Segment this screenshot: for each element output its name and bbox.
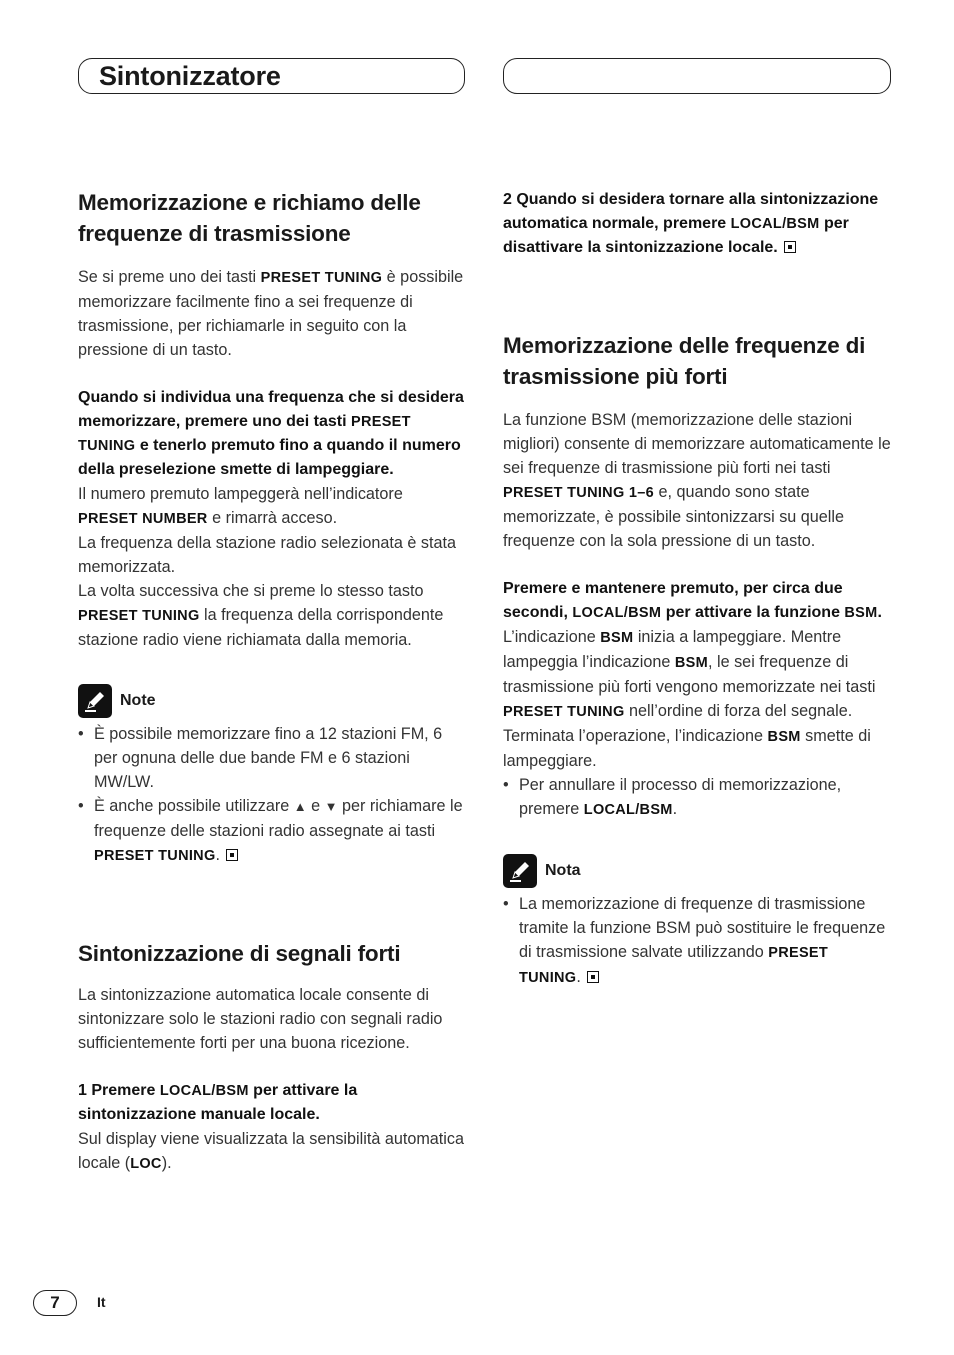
section-heading-memorizzazione: Memorizzazione e richiamo delle frequenze di trasmissione [78,190,421,246]
keyword-local-bsm: LOCAL/BSM [159,1083,249,1099]
instruction-step-2: 2 Quando si desidera tornare alla sintonizzazione automatica normale, premere LOCAL/BSM per disattivare la sintonizzazione locale. [503,191,879,256]
section-intro: La funzione BSM (memorizzazione delle stazioni migliori) consente di memorizzare automaticamente le sei frequenze di trasmissione più forti nei tasti PRESET TUNING 1–6 e, quando sono state memorizzate, è possibile sintonizzarsi su quelle frequenze con la sola pressione di un tasto. [503,411,891,550]
left-column [78,187,466,1176]
section-intro: Se si preme uno dei tasti PRESET TUNING è possibile memorizzare facilmente fino a sei frequenze di trasmissione, per richiamarle in seguito con la pressione di un tasto. [78,268,464,359]
note-item: • È anche possibile utilizzare ▲ e ▼ per richiamare le frequenze delle stazioni radio assegnate ai tasti PRESET TUNING. [78,794,466,868]
keyword-preset-tuning: PRESET TUNING [503,704,625,720]
keyword-preset-tuning: PRESET TUNING [78,608,200,624]
section-intro: La sintonizzazione automatica locale consente di sintonizzare solo le stazioni radio con segnali radio sufficientemente forti per una buona ricezione. [78,986,443,1052]
language-code: It [97,1294,106,1310]
down-arrow-icon: ▼ [324,799,338,814]
note-item: • La memorizzazione di frequenze di trasmissione tramite la funzione BSM può sostituire le frequenze di trasmissione salvate utilizzando PRESET TUNING. [503,892,891,990]
note-header [503,854,891,888]
paragraph-preset-number: Il numero premuto lampeggerà nell’indicatore PRESET NUMBER e rimarrà acceso. [78,485,403,527]
keyword-preset-tuning: PRESET TUNING [78,414,411,454]
header-empty-box [503,58,891,94]
note-header [78,684,466,718]
keyword-bsm: BSM [674,655,708,671]
keyword-bsm: BSM [844,605,878,621]
paragraph-memorized: La frequenza della stazione radio selezionata è stata memorizzata. [78,534,456,576]
list-item: • Per annullare il processo di memorizzazione, premere LOCAL/BSM. [503,773,891,822]
page-title: Sintonizzatore [99,61,281,91]
note-list [78,722,466,868]
end-of-section-icon [587,971,599,983]
pencil-icon [503,854,537,888]
instruction-step-1: 1 Premere LOCAL/BSM per attivare la sintonizzazione manuale locale. [78,1082,358,1123]
header-title-box [78,58,465,94]
keyword-local-bsm: LOCAL/BSM [572,605,662,621]
keyword-preset-number: PRESET NUMBER [78,511,208,527]
keyword-preset-tuning: PRESET TUNING [260,270,383,286]
instruction-step: Quando si individua una frequenza che si desidera memorizzare, premere uno dei tasti PRESET TUNING e tenerlo premuto fino a quando il numero della preselezione smette di lampeggiare. [78,389,464,478]
keyword-local-bsm: LOCAL/BSM [730,216,820,232]
pencil-icon [78,684,112,718]
keyword-bsm: BSM [600,630,634,646]
right-column [503,188,891,990]
note-list [503,892,891,990]
note-label: Note [120,692,156,709]
keyword-preset-tuning: PRESET TUNING [94,848,216,864]
instruction-step: Premere e mantenere premuto, per circa due secondi, LOCAL/BSM per attivare la funzione BSM. [503,580,882,621]
paragraph-bsm-indicator: L’indicazione BSM inizia a lampeggiare. Mentre lampeggia l’indicazione BSM, le sei frequenze di trasmissione più forti vengono memorizzate nei tasti PRESET TUNING nell’ordine di forza del segnale. Terminata l’operazione, l’indicazione BSM smette di lampeggiare. [503,628,876,770]
up-arrow-icon: ▲ [293,799,307,814]
paragraph-recall: La volta successiva che si preme lo stesso tasto PRESET TUNING la frequenza della corrispondente stazione radio viene richiamata dalla memoria. [78,582,444,649]
section-heading-segnali-forti: Sintonizzazione di segnali forti [78,941,401,966]
keyword-bsm: BSM [767,729,801,745]
paragraph-loc: Sul display viene visualizzata la sensibilità automatica locale (LOC). [78,1130,465,1172]
page-number: 7 [33,1290,77,1316]
keyword-preset-tuning-1-6: PRESET TUNING 1–6 [503,485,654,501]
end-of-section-icon [784,241,796,253]
keyword-local-bsm: LOCAL/BSM [583,802,673,818]
keyword-preset-tuning: PRESET TUNING [519,945,829,986]
bsm-bullet-list [503,773,891,822]
note-item: • È possibile memorizzare fino a 12 stazioni FM, 6 per ognuna delle due bande FM e 6 stazioni MW/LW. [78,722,466,794]
end-of-section-icon [226,849,238,861]
section-heading-bsm: Memorizzazione delle frequenze di trasmissione più forti [503,333,866,389]
keyword-loc: LOC [130,1156,162,1172]
note-label: Nota [545,862,581,879]
